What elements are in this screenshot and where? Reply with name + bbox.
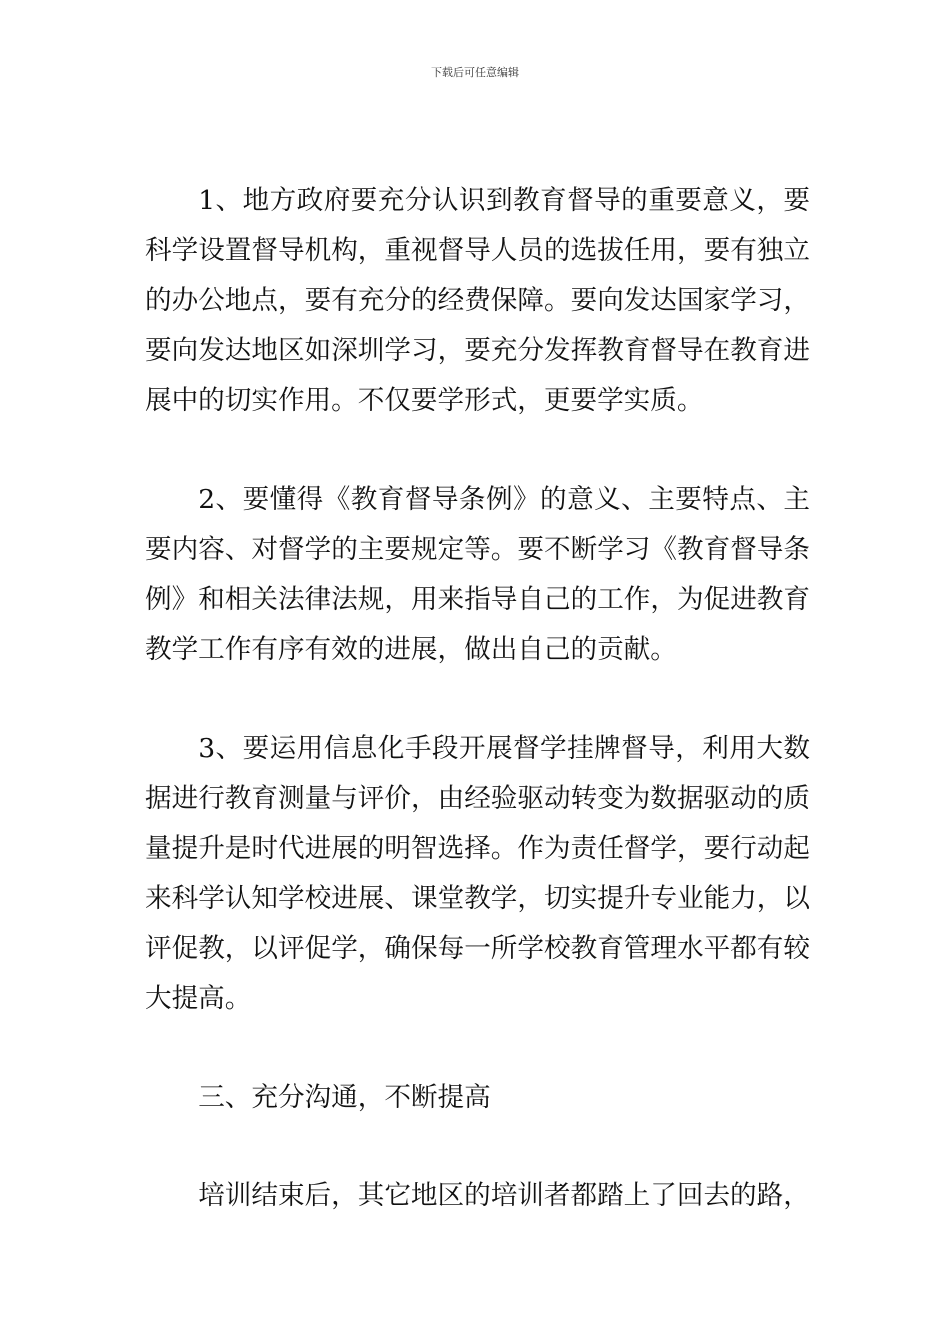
paragraph-spacer <box>145 426 810 475</box>
paragraph-spacer <box>145 1123 810 1171</box>
paragraph-spacer <box>145 1024 810 1073</box>
paragraph-3: 3、要运用信息化手段开展督学挂牌督导，利用大数据进行教育测量与评价，由经验驱动转变为数据驱动的质量提升是时代进展的明智选择。作为责任督学，要行动起来科学认知学校进展、课堂教学，切实提升专业能力，以评促教，以评促学，确保每一所学校教育管理水平都有较大提高。 <box>145 733 810 1014</box>
paragraph-spacer <box>145 675 810 724</box>
document-body <box>145 176 810 1221</box>
section-heading: 三、充分沟通，不断提高 <box>198 1082 491 1113</box>
page-header-note: 下载后可任意编辑 <box>431 66 519 79</box>
paragraph-2: 2、要懂得《教育督导条例》的意义、主要特点、主要内容、对督学的主要规定等。要不断学习《教育督导条例》和相关法律法规，用来指导自己的工作，为促进教育教学工作有序有效的进展，做出自己的贡献。 <box>145 484 810 665</box>
paragraph-4: 培训结束后，其它地区的培训者都踏上了回去的路， <box>198 1180 810 1211</box>
paragraph-1: 1、地方政府要充分认识到教育督导的重要意义，要科学设置督导机构，重视督导人员的选拔任用，要有独立的办公地点，要有充分的经费保障。要向发达国家学习，要向发达地区如深圳学习，要充分发挥教育督导在教育进展中的切实作用。不仅要学形式，更要学实质。 <box>145 185 810 416</box>
